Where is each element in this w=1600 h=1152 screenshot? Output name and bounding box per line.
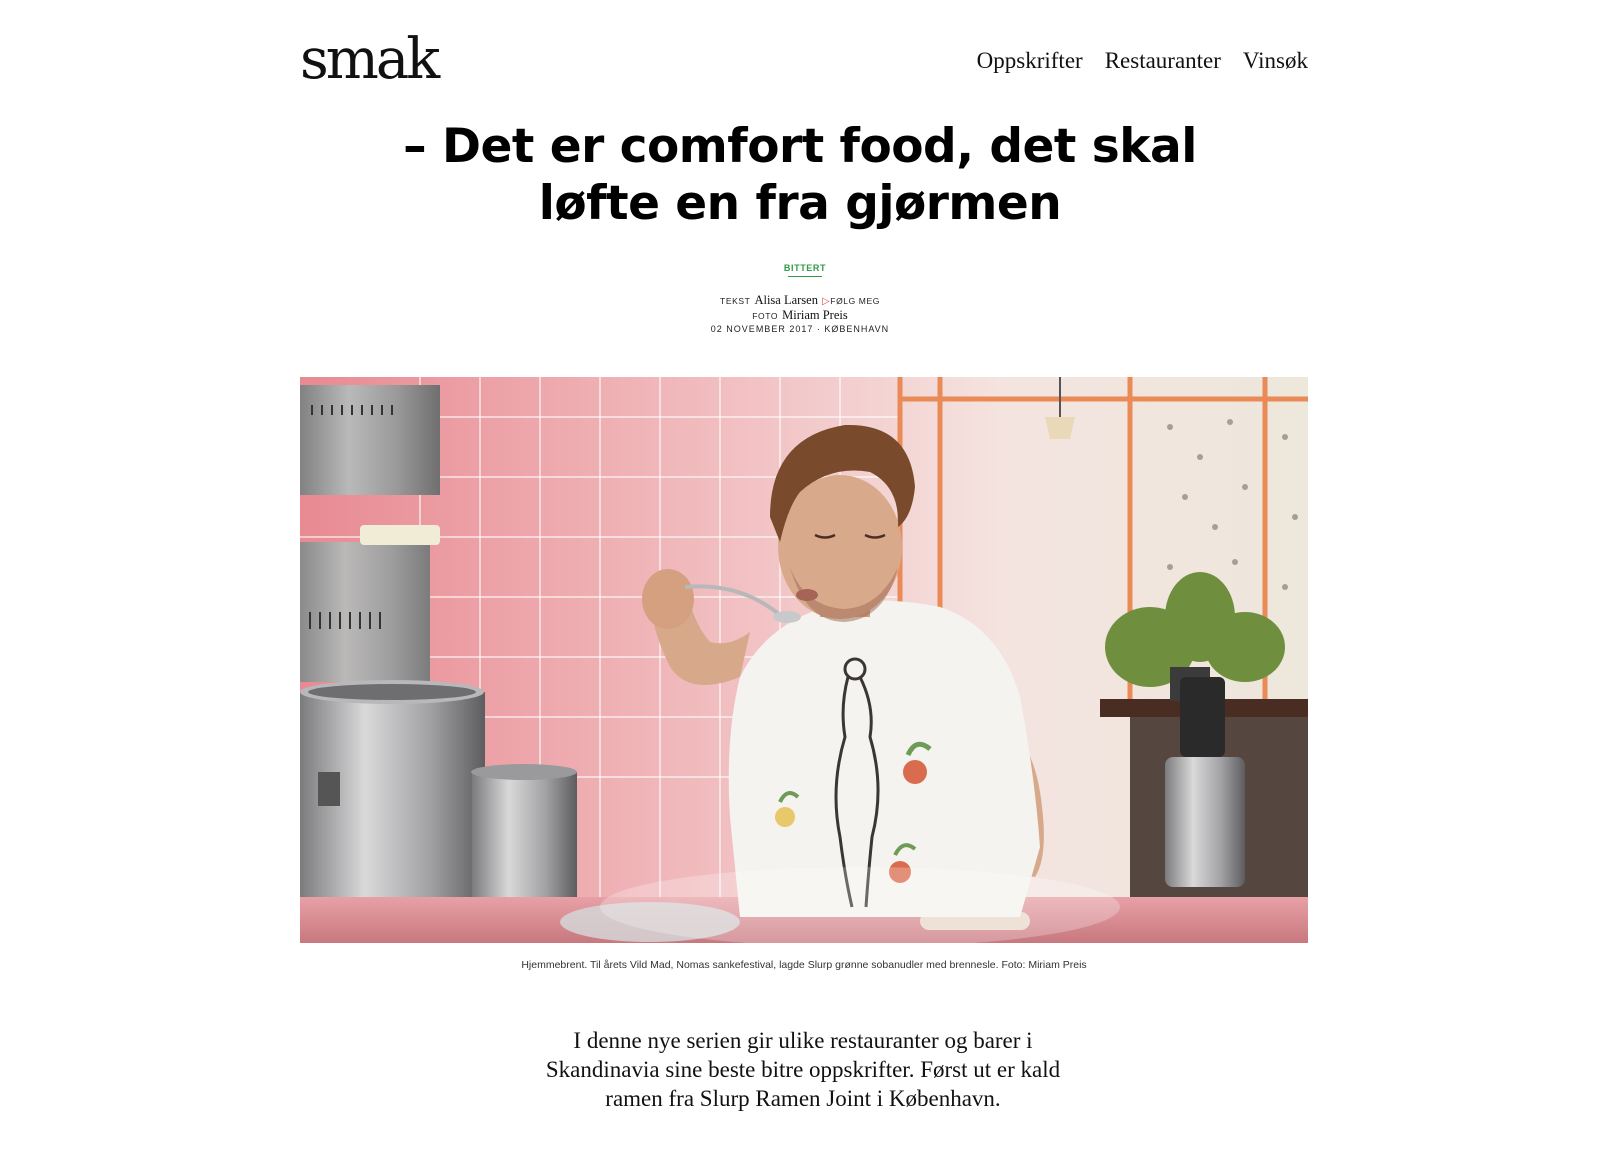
stock-pot	[300, 680, 485, 922]
hero-photo	[300, 377, 1308, 943]
main-nav	[977, 44, 1308, 78]
follow-arrow-icon: ▷	[821, 296, 831, 307]
hero-photo-illustration	[300, 377, 1308, 943]
byline-photo-label: FOTO	[752, 311, 779, 321]
article-headline: – Det er comfort food, det skal løfte en fra gjørmen	[403, 119, 1197, 231]
byline-author[interactable]: Alisa Larsen	[754, 293, 818, 307]
category-tag[interactable]	[760, 262, 850, 277]
site-header	[300, 27, 1308, 92]
byline-author-row	[600, 292, 1000, 307]
category-underline	[788, 276, 822, 277]
small-pot	[471, 764, 577, 902]
follow-label: FØLG MEG	[830, 296, 880, 306]
nav-restauranter[interactable]: Restauranter	[1104, 48, 1221, 73]
category-label: BITTERT	[783, 263, 827, 273]
nav-oppskrifter[interactable]: Oppskrifter	[976, 48, 1083, 73]
hanging-lamp	[1045, 417, 1075, 439]
article-intro: I denne nye serien gir ulike restauranter og barer i Skandinavia sine beste bitre oppskrifter. Først ut er kald ramen fra Slurp Ramen Joint i København.	[545, 1028, 1061, 1111]
photo-caption: Hjemmebrent. Til årets Vild Mad, Nomas sankefestival, lagde Slurp grønne sobanudler med brennesle. Foto: Miriam Preis	[521, 959, 1087, 971]
byline	[600, 292, 1000, 337]
byline-photo-row	[600, 307, 1000, 322]
juicer	[1165, 757, 1245, 887]
nav-vinsok[interactable]: Vinsøk	[1242, 48, 1308, 73]
site-logo[interactable]: smak	[300, 27, 438, 92]
byline-text-label: TEKST	[720, 296, 751, 306]
byline-dateline: 02 NOVEMBER 2017 · KØBENHAVN	[710, 324, 890, 334]
follow-button[interactable]	[822, 296, 880, 306]
byline-photographer[interactable]: Miriam Preis	[782, 308, 848, 322]
